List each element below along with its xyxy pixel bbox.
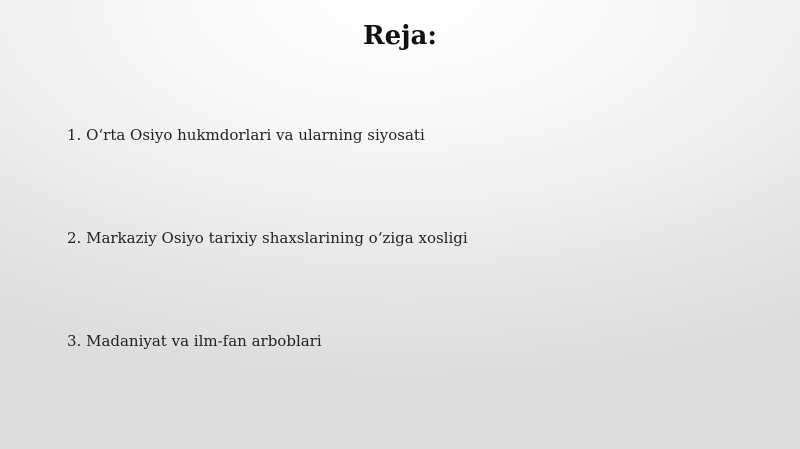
plan-item-1: 1. O‘rta Osiyo hukmdorlari va ularning siyosati (67, 126, 425, 144)
plan-item-3: 3. Madaniyat va ilm-fan arboblari (67, 332, 322, 350)
slide-title: Reja: (362, 21, 437, 51)
plan-item-2: 2. Markaziy Osiyo tarixiy shaxslarining o‘ziga xosligi (67, 229, 468, 247)
